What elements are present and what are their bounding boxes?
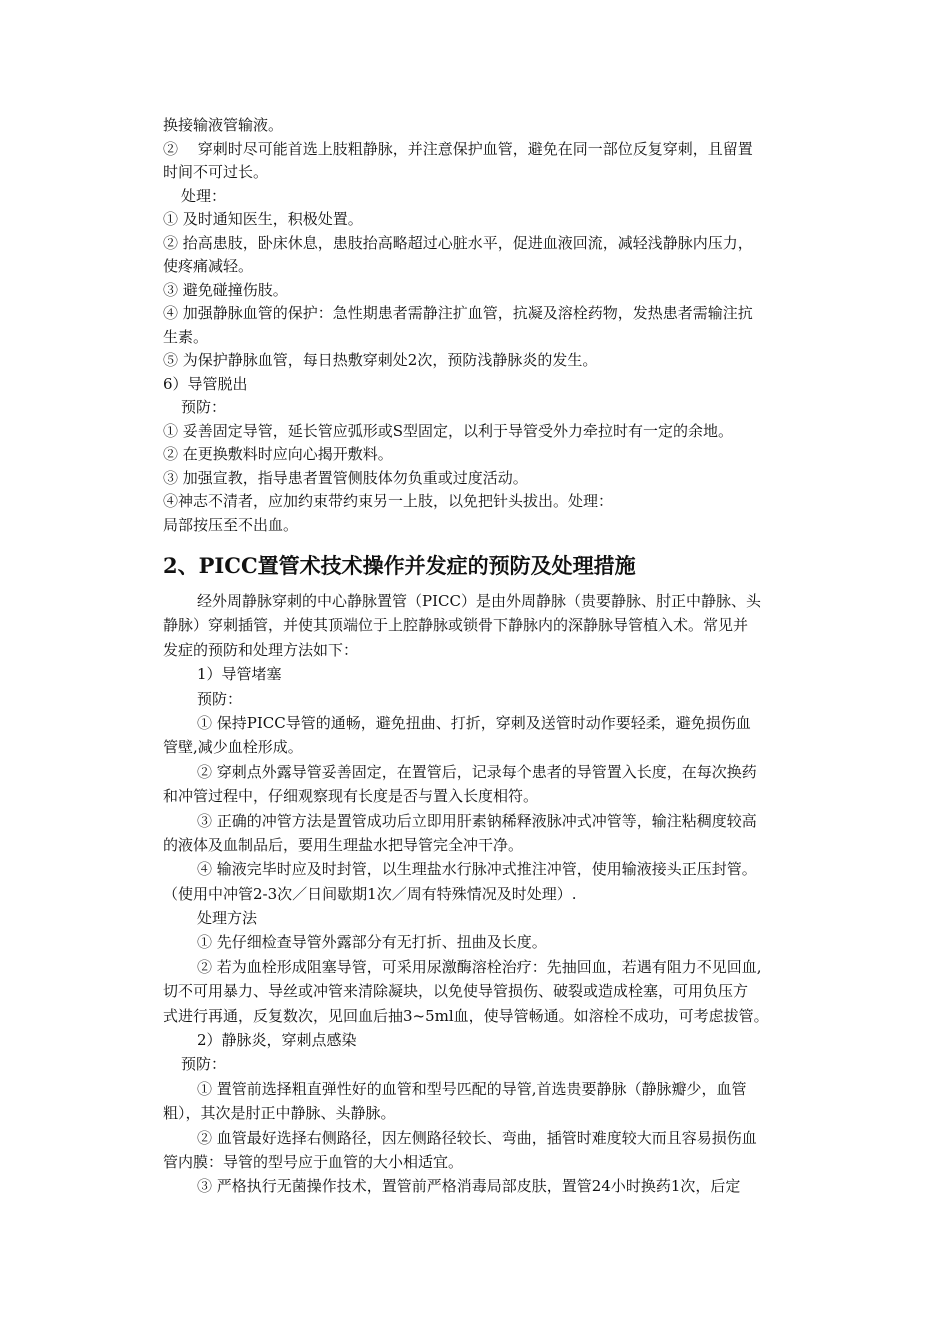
list-item: ④神志不清者，应加约束带约束另一上肢，以免把针头拔出。处理： [163, 492, 614, 510]
text-line: 生素。 [163, 327, 209, 346]
list-item: ② 穿刺点外露导管妥善固定，在置管后，记录每个患者的导管置入长度，在每次换药 [197, 762, 757, 781]
subheading-phlebitis-infection: 2）静脉炎，穿刺点感染 [197, 1031, 357, 1050]
text-line: 管壁,减少血栓形成。 [163, 738, 303, 757]
list-item: ① 保持PICC导管的通畅，避免扭曲、打折，穿刺及送管时动作要轻柔，避免损伤血 [197, 713, 751, 732]
text-line: 换接输液管输液。 [163, 116, 284, 134]
document-body [163, 114, 843, 1199]
text-line: 使疼痛减轻。 [163, 257, 254, 275]
list-item: ⑤ 为保护静脉血管，每日热敷穿刺处2次，预防浅静脉炎的发生。 [163, 351, 598, 369]
text-line: 粗），其次是肘正中静脉、头静脉。 [163, 1104, 396, 1123]
subheading-treatment: 处理： [181, 186, 227, 205]
text-line: 的液体及血制品后，要用生理盐水把导管完全冲干净。 [163, 835, 524, 854]
subheading-catheter-blockage: 1）导管堵塞 [197, 665, 282, 684]
subheading-prevention: 预防： [181, 1055, 227, 1074]
subheading-treatment: 处理方法 [197, 909, 258, 928]
text-line: 时间不可过长。 [163, 163, 269, 181]
list-item: ③ 避免碰撞伤肢。 [163, 280, 288, 299]
section-venous-care [163, 114, 843, 537]
list-item: ② 抬高患肢，卧床休息，患肢抬高略超过心脏水平，促进血液回流，减轻浅静脉内压力， [163, 233, 753, 252]
list-item: ② 在更换敷料时应向心揭开敷料。 [163, 445, 393, 463]
section-picc [163, 589, 843, 1199]
text-line: 切不可用暴力、导丝或冲管来清除凝块，以免使导管损伤、破裂或造成栓塞，可用负压方 [163, 982, 749, 1001]
list-item: ④ 输液完毕时应及时封管，以生理盐水行脉冲式推注冲管，使用输液接头正压封管。 [197, 860, 757, 879]
text-line: 式进行再通，反复数次，见回血后抽3~5ml血，使导管畅通。如溶栓不成功，可考虑拔管。 [163, 1006, 769, 1025]
list-item: ① 妥善固定导管，延长管应弧形或S型固定，以利于导管受外力牵拉时有一定的余地。 [163, 421, 734, 440]
list-item: ③ 加强宣教，指导患者置管侧肢体勿负重或过度活动。 [163, 468, 528, 487]
paragraph-intro: 经外周静脉穿刺的中心静脉置管（PICC）是由外周静脉（贵要静脉、肘正中静脉、头 [197, 592, 761, 610]
subheading-prevention: 预防： [197, 689, 243, 708]
text-line: ② 穿刺时尽可能首选上肢粗静脉，并注意保护血管，避免在同一部位反复穿刺，且留置 [163, 139, 753, 158]
list-item: ① 置管前选择粗直弹性好的血管和型号匹配的导管,首选贵要静脉（静脉瓣少，血管 [197, 1079, 747, 1098]
list-item: ② 若为血栓形成阻塞导管，可采用尿激酶溶栓治疗：先抽回血，若遇有阻力不见回血, [197, 957, 762, 976]
text-line: 管内膜：导管的型号应于血管的大小相适宜。 [163, 1152, 464, 1171]
list-item: ② 血管最好选择右侧路径，因左侧路径较长、弯曲，插管时难度较大而且容易损伤血 [197, 1128, 757, 1147]
subheading-prevention: 预防： [181, 398, 227, 416]
list-item: ③ 严格执行无菌操作技术，置管前严格消毒局部皮肤，置管24小时换药1次，后定 [197, 1177, 741, 1196]
subheading-catheter-dislodgement: 6）导管脱出 [163, 374, 248, 393]
text-line: 和冲管过程中，仔细观察现有长度是否与置入长度相符。 [163, 787, 539, 806]
text-line: （使用中冲管2-3次／日间歇期1次／周有特殊情况及时处理）. [163, 884, 577, 903]
list-item: ③ 正确的冲管方法是置管成功后立即用肝素钠稀释液脉冲式冲管等，输注粘稠度较高 [197, 811, 757, 830]
list-item: ④ 加强静脉血管的保护：急性期患者需静注扩血管，抗凝及溶栓药物，发热患者需输注抗 [163, 304, 753, 322]
text-line: 局部按压至不出血。 [163, 515, 299, 534]
text-line: 发症的预防和处理方法如下： [163, 640, 359, 659]
section-heading: 2、PICC置管术技术操作并发症的预防及处理措施 [163, 553, 636, 578]
list-item: ① 先仔细检查导管外露部分有无打折、扭曲及长度。 [197, 933, 547, 952]
list-item: ① 及时通知医生，积极处置。 [163, 210, 363, 228]
text-line: 静脉）穿刺插管，并使其顶端位于上腔静脉或锁骨下静脉内的深静脉导管植入术。常见并 [163, 616, 749, 635]
